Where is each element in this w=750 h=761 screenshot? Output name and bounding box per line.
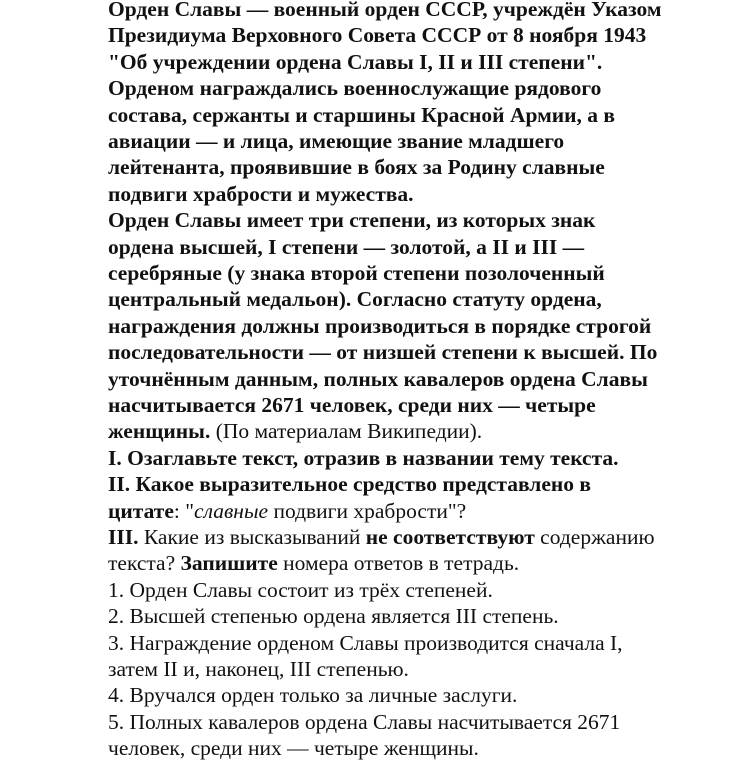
bold-text: насчитывается 2671 человек, среди них — четыре bbox=[108, 393, 596, 417]
text-line bbox=[108, 366, 648, 392]
text-line bbox=[108, 603, 559, 629]
text: подвиги храбрости"? bbox=[268, 498, 467, 523]
bold-text: "Об учреждении ордена Славы I, II и III степени". bbox=[108, 49, 603, 74]
text: (По материалам Википедии). bbox=[210, 419, 483, 444]
bold-text: лейтенанта, проявившие в боях за Родину славные bbox=[108, 155, 605, 180]
text-line bbox=[108, 524, 655, 550]
text-line bbox=[108, 234, 584, 260]
text: номера ответов в тетрадь. bbox=[277, 551, 520, 576]
bold-text: Орденом награждались военнослужащие рядового bbox=[108, 76, 602, 101]
text: содержанию bbox=[534, 525, 655, 549]
text: 5. Полных кавалеров ордена Славы насчитывается 2671 bbox=[108, 709, 621, 734]
text-line bbox=[108, 181, 414, 207]
bold-text: авиации — и лица, имеющие звание младшего bbox=[108, 129, 565, 153]
bold-text: ордена высшей, I степени — золотой, а II и III — bbox=[108, 234, 585, 259]
text: затем II и, наконец, III степенью. bbox=[108, 657, 409, 681]
text-line bbox=[108, 313, 651, 339]
text-line bbox=[108, 577, 493, 603]
text-line bbox=[108, 471, 591, 497]
text-line bbox=[108, 418, 482, 444]
bold-text: I. Озаглавьте текст, отразив в названии тему текста. bbox=[108, 445, 619, 470]
italic-text: славные bbox=[194, 498, 269, 523]
text: 1. Орден Славы состоит из трёх степеней. bbox=[108, 577, 493, 602]
text: 4. Вручался орден только за личные заслуги. bbox=[108, 683, 518, 708]
text-line bbox=[108, 75, 601, 101]
text-line bbox=[108, 630, 623, 656]
text-line bbox=[108, 339, 657, 365]
text-line bbox=[108, 128, 564, 154]
bold-text: последовательности — от низшей степени к высшей. По bbox=[108, 340, 658, 365]
text: 3. Награждение орденом Славы производится сначала I, bbox=[108, 630, 623, 655]
bold-text: III. bbox=[108, 525, 139, 549]
text-line bbox=[108, 154, 605, 180]
bold-text: Запишите bbox=[180, 551, 278, 576]
bold-text: Орден Славы — военный орден СССР, учреждён Указом bbox=[108, 0, 662, 21]
bold-text: центральный медальон). Согласно статуту ордена, bbox=[108, 287, 602, 312]
bold-text: награждения должны производиться в порядке строгой bbox=[108, 313, 652, 338]
text-line bbox=[108, 0, 662, 22]
text: человек, среди них — четыре женщины. bbox=[108, 736, 479, 761]
bold-text: Орден Славы имеет три степени, из которых знак bbox=[108, 208, 596, 233]
bold-text: не соответствуют bbox=[365, 525, 535, 549]
text: текста? bbox=[108, 551, 181, 576]
bold-text: Президиума Верховного Совета СССР от 8 ноября 1943 bbox=[108, 23, 647, 48]
text-line bbox=[108, 445, 619, 471]
text-line bbox=[108, 682, 517, 708]
text-line bbox=[108, 656, 409, 682]
text-line bbox=[108, 207, 595, 233]
text-line bbox=[108, 735, 479, 761]
bold-text: состава, сержанты и старшины Красной Армии, а в bbox=[108, 102, 616, 127]
text: Какие из высказываний bbox=[138, 525, 366, 549]
text-line bbox=[108, 49, 602, 75]
bold-text: уточнённым данным, полных кавалеров ордена Славы bbox=[108, 366, 648, 391]
bold-text: II. Какое выразительное средство представлено в bbox=[108, 472, 592, 497]
text: : " bbox=[173, 498, 195, 523]
text-line bbox=[108, 22, 646, 48]
bold-text: женщины. bbox=[108, 419, 211, 444]
text: 2. Высшей степенью ордена является III степень. bbox=[108, 604, 559, 629]
text-line bbox=[108, 550, 519, 576]
text-line bbox=[108, 498, 466, 524]
text-line bbox=[108, 260, 605, 286]
text-line bbox=[108, 709, 620, 735]
bold-text: подвиги храбрости и мужества. bbox=[108, 181, 414, 206]
text-line bbox=[108, 102, 615, 128]
bold-text: серебряные (у знака второй степени позолоченный bbox=[108, 261, 605, 285]
bold-text: цитате bbox=[108, 498, 174, 523]
text-line bbox=[108, 286, 602, 312]
text-line bbox=[108, 392, 596, 418]
